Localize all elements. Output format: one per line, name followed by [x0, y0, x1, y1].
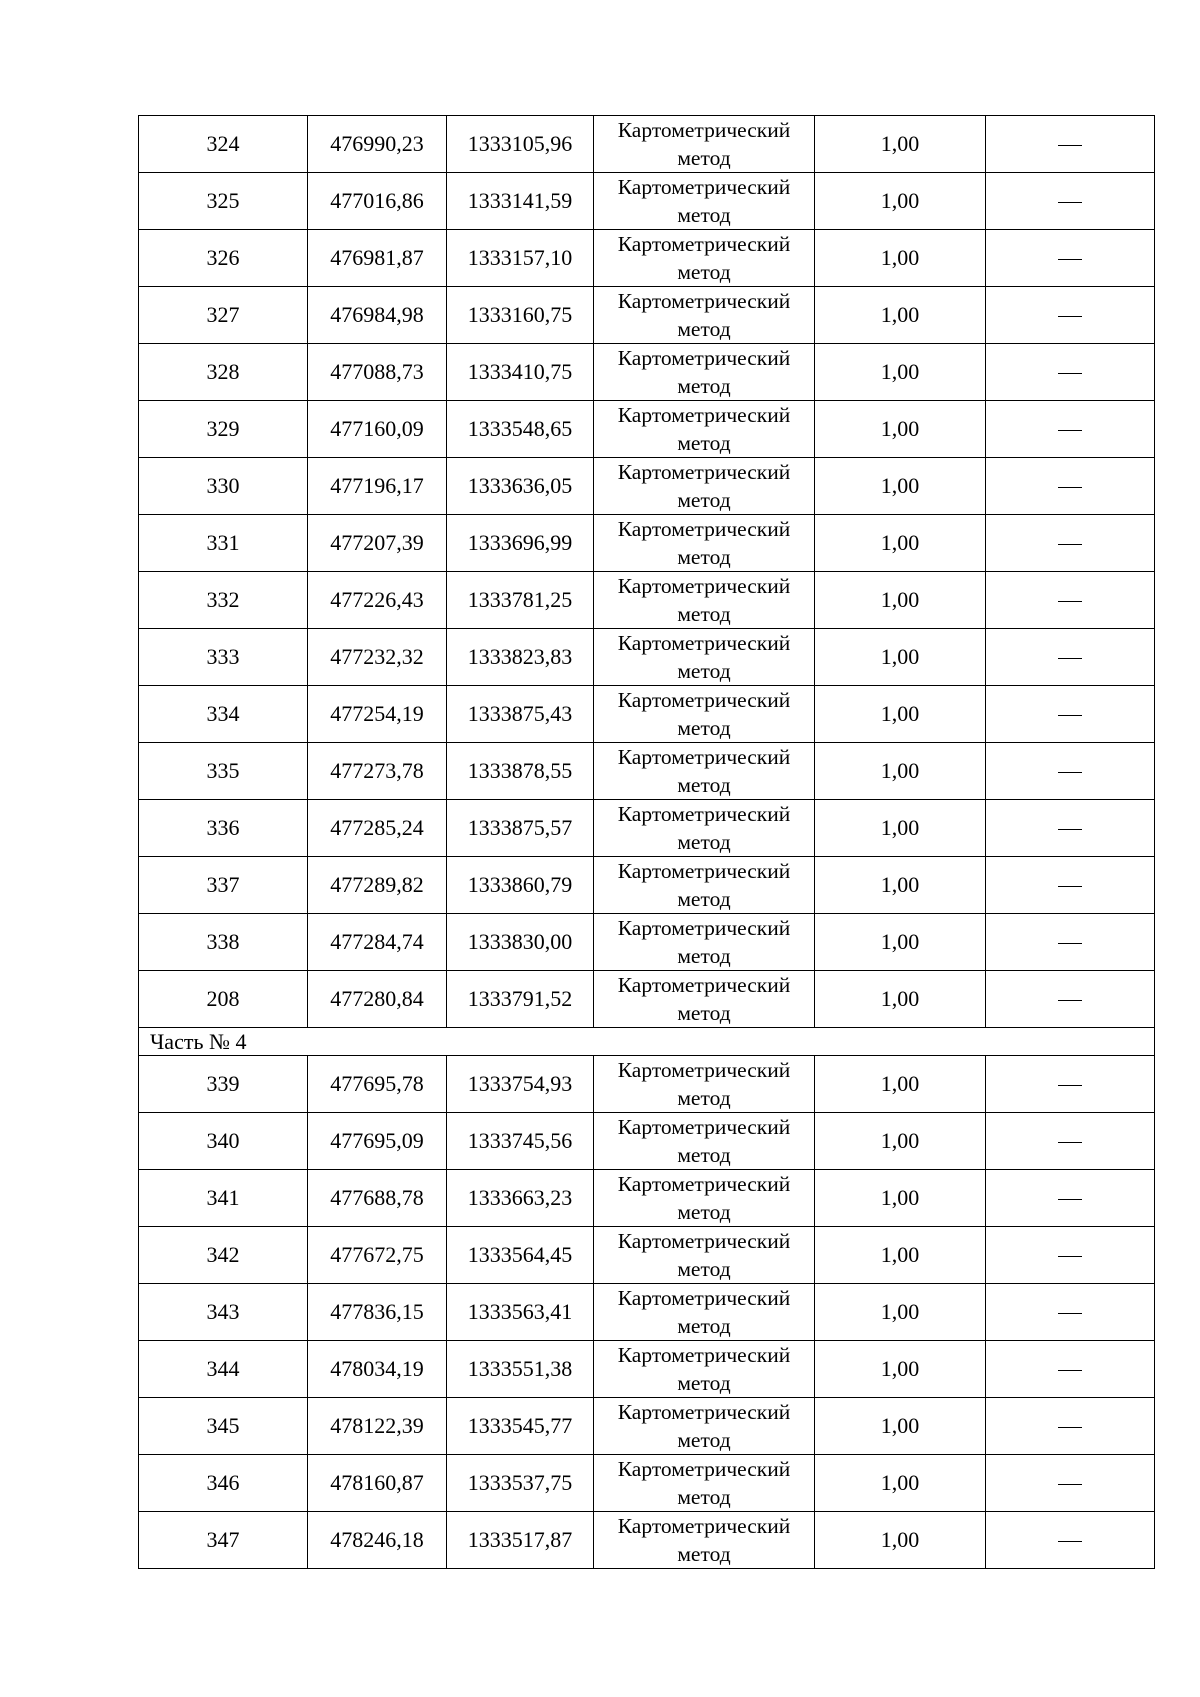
accuracy-cell: 1,00 [815, 1284, 986, 1341]
method-text-line-2: метод [677, 488, 731, 512]
method-text-line-1: Картометрический [617, 1115, 791, 1139]
y-coordinate-cell: 1333745,56 [447, 1113, 594, 1170]
dash-cell [986, 458, 1155, 515]
method-text-line-1: Картометрический [617, 574, 791, 598]
x-coordinate-cell: 478122,39 [308, 1398, 447, 1455]
method-text-line-2: метод [677, 602, 731, 626]
x-coordinate-cell: 477088,73 [308, 344, 447, 401]
table-row [139, 743, 1155, 800]
method-cell [594, 1227, 815, 1284]
point-number-cell: 336 [139, 800, 308, 857]
point-number-cell: 329 [139, 401, 308, 458]
method-text-line-2: метод [677, 716, 731, 740]
method-cell [594, 401, 815, 458]
point-number-cell: 332 [139, 572, 308, 629]
section-header-row [139, 1028, 1155, 1056]
dash-mark [1058, 943, 1082, 944]
method-text-line-1: Картометрический [617, 859, 791, 883]
accuracy-cell: 1,00 [815, 401, 986, 458]
dash-mark [1058, 1427, 1082, 1428]
y-coordinate-cell: 1333157,10 [447, 230, 594, 287]
y-coordinate-cell: 1333636,05 [447, 458, 594, 515]
point-number-cell: 339 [139, 1056, 308, 1113]
x-coordinate-cell: 478034,19 [308, 1341, 447, 1398]
x-coordinate-cell: 476984,98 [308, 287, 447, 344]
method-text-line-2: метод [677, 1143, 731, 1167]
method-cell [594, 287, 815, 344]
x-coordinate-cell: 477196,17 [308, 458, 447, 515]
method-text-line-1: Картометрический [617, 175, 791, 199]
table-row [139, 971, 1155, 1028]
point-number-cell: 331 [139, 515, 308, 572]
x-coordinate-cell: 477273,78 [308, 743, 447, 800]
accuracy-cell: 1,00 [815, 572, 986, 629]
method-cell [594, 1056, 815, 1113]
method-cell [594, 1113, 815, 1170]
method-text-line-2: метод [677, 431, 731, 455]
table-row [139, 1341, 1155, 1398]
y-coordinate-cell: 1333860,79 [447, 857, 594, 914]
accuracy-cell: 1,00 [815, 800, 986, 857]
accuracy-cell: 1,00 [815, 686, 986, 743]
method-text-line-1: Картометрический [617, 688, 791, 712]
table-row [139, 401, 1155, 458]
x-coordinate-cell: 477289,82 [308, 857, 447, 914]
method-text-line-2: метод [677, 944, 731, 968]
table-row [139, 515, 1155, 572]
accuracy-cell: 1,00 [815, 287, 986, 344]
dash-mark [1058, 772, 1082, 773]
method-text-line-1: Картометрический [617, 1172, 791, 1196]
table-row [139, 344, 1155, 401]
method-cell [594, 914, 815, 971]
point-number-cell: 335 [139, 743, 308, 800]
dash-cell [986, 1056, 1155, 1113]
dash-cell [986, 1455, 1155, 1512]
point-number-cell: 347 [139, 1512, 308, 1569]
method-cell [594, 971, 815, 1028]
table-row [139, 287, 1155, 344]
method-text-line-2: метод [677, 1542, 731, 1566]
accuracy-cell: 1,00 [815, 173, 986, 230]
section-label: Часть № 4 [139, 1028, 1155, 1056]
table-row [139, 1398, 1155, 1455]
dash-mark [1058, 601, 1082, 602]
y-coordinate-cell: 1333663,23 [447, 1170, 594, 1227]
accuracy-cell: 1,00 [815, 344, 986, 401]
y-coordinate-cell: 1333564,45 [447, 1227, 594, 1284]
table-row [139, 173, 1155, 230]
method-cell [594, 800, 815, 857]
dash-mark [1058, 1000, 1082, 1001]
dash-cell [986, 344, 1155, 401]
method-cell [594, 173, 815, 230]
method-text-line-1: Картометрический [617, 631, 791, 655]
dash-mark [1058, 1199, 1082, 1200]
method-text-line-2: метод [677, 659, 731, 683]
dash-mark [1058, 1370, 1082, 1371]
dash-mark [1058, 373, 1082, 374]
method-text-line-1: Картометрический [617, 1229, 791, 1253]
x-coordinate-cell: 477280,84 [308, 971, 447, 1028]
table-row [139, 857, 1155, 914]
accuracy-cell: 1,00 [815, 1398, 986, 1455]
y-coordinate-cell: 1333875,57 [447, 800, 594, 857]
dash-mark [1058, 145, 1082, 146]
method-text-line-2: метод [677, 1086, 731, 1110]
method-text-line-2: метод [677, 203, 731, 227]
dash-mark [1058, 544, 1082, 545]
dash-cell [986, 515, 1155, 572]
table-row [139, 458, 1155, 515]
table-row [139, 572, 1155, 629]
method-text-line-1: Картометрический [617, 517, 791, 541]
method-text-line-1: Картометрический [617, 118, 791, 142]
method-cell [594, 1341, 815, 1398]
point-number-cell: 344 [139, 1341, 308, 1398]
dash-mark [1058, 1541, 1082, 1542]
y-coordinate-cell: 1333878,55 [447, 743, 594, 800]
point-number-cell: 324 [139, 116, 308, 173]
point-number-cell: 346 [139, 1455, 308, 1512]
table-row [139, 1512, 1155, 1569]
point-number-cell: 325 [139, 173, 308, 230]
method-text-line-2: метод [677, 545, 731, 569]
method-cell [594, 1512, 815, 1569]
table-row [139, 1170, 1155, 1227]
dash-mark [1058, 658, 1082, 659]
point-number-cell: 334 [139, 686, 308, 743]
accuracy-cell: 1,00 [815, 515, 986, 572]
dash-cell [986, 971, 1155, 1028]
dash-cell [986, 743, 1155, 800]
accuracy-cell: 1,00 [815, 1227, 986, 1284]
method-text-line-2: метод [677, 260, 731, 284]
method-cell [594, 629, 815, 686]
method-text-line-2: метод [677, 1371, 731, 1395]
point-number-cell: 338 [139, 914, 308, 971]
method-cell [594, 1398, 815, 1455]
method-text-line-2: метод [677, 1314, 731, 1338]
method-text-line-2: метод [677, 1257, 731, 1281]
dash-cell [986, 1512, 1155, 1569]
method-text-line-1: Картометрический [617, 1400, 791, 1424]
dash-cell [986, 173, 1155, 230]
method-text-line-1: Картометрический [617, 1058, 791, 1082]
x-coordinate-cell: 477207,39 [308, 515, 447, 572]
x-coordinate-cell: 478160,87 [308, 1455, 447, 1512]
dash-mark [1058, 715, 1082, 716]
method-cell [594, 458, 815, 515]
y-coordinate-cell: 1333551,38 [447, 1341, 594, 1398]
dash-mark [1058, 487, 1082, 488]
dash-mark [1058, 430, 1082, 431]
point-number-cell: 343 [139, 1284, 308, 1341]
y-coordinate-cell: 1333823,83 [447, 629, 594, 686]
dash-cell [986, 1227, 1155, 1284]
dash-mark [1058, 202, 1082, 203]
method-text-line-1: Картометрический [617, 346, 791, 370]
point-number-cell: 326 [139, 230, 308, 287]
method-text-line-2: метод [677, 374, 731, 398]
dash-cell [986, 914, 1155, 971]
point-number-cell: 327 [139, 287, 308, 344]
dash-cell [986, 230, 1155, 287]
x-coordinate-cell: 476981,87 [308, 230, 447, 287]
x-coordinate-cell: 477285,24 [308, 800, 447, 857]
y-coordinate-cell: 1333537,75 [447, 1455, 594, 1512]
x-coordinate-cell: 477695,09 [308, 1113, 447, 1170]
method-cell [594, 1455, 815, 1512]
dash-cell [986, 857, 1155, 914]
table-row [139, 800, 1155, 857]
table-row [139, 1227, 1155, 1284]
y-coordinate-cell: 1333410,75 [447, 344, 594, 401]
x-coordinate-cell: 477672,75 [308, 1227, 447, 1284]
dash-cell [986, 800, 1155, 857]
y-coordinate-cell: 1333105,96 [447, 116, 594, 173]
dash-cell [986, 1398, 1155, 1455]
method-cell [594, 116, 815, 173]
method-cell [594, 572, 815, 629]
y-coordinate-cell: 1333563,41 [447, 1284, 594, 1341]
method-cell [594, 686, 815, 743]
method-text-line-2: метод [677, 1428, 731, 1452]
dash-mark [1058, 316, 1082, 317]
point-number-cell: 341 [139, 1170, 308, 1227]
method-cell [594, 515, 815, 572]
table-row [139, 1284, 1155, 1341]
x-coordinate-cell: 477160,09 [308, 401, 447, 458]
x-coordinate-cell: 477232,32 [308, 629, 447, 686]
method-text-line-1: Картометрический [617, 745, 791, 769]
y-coordinate-cell: 1333545,77 [447, 1398, 594, 1455]
method-cell [594, 743, 815, 800]
table-row [139, 1455, 1155, 1512]
x-coordinate-cell: 476990,23 [308, 116, 447, 173]
accuracy-cell: 1,00 [815, 458, 986, 515]
dash-cell [986, 287, 1155, 344]
method-text-line-1: Картометрический [617, 1286, 791, 1310]
point-number-cell: 208 [139, 971, 308, 1028]
coordinates-table [138, 115, 1155, 1569]
method-text-line-2: метод [677, 887, 731, 911]
method-cell [594, 857, 815, 914]
method-text-line-2: метод [677, 1200, 731, 1224]
method-text-line-1: Картометрический [617, 973, 791, 997]
x-coordinate-cell: 477016,86 [308, 173, 447, 230]
dash-cell [986, 1341, 1155, 1398]
method-text-line-1: Картометрический [617, 232, 791, 256]
dash-mark [1058, 1142, 1082, 1143]
method-cell [594, 230, 815, 287]
method-text-line-2: метод [677, 773, 731, 797]
y-coordinate-cell: 1333875,43 [447, 686, 594, 743]
method-text-line-1: Картометрический [617, 916, 791, 940]
accuracy-cell: 1,00 [815, 743, 986, 800]
dash-cell [986, 1113, 1155, 1170]
dash-cell [986, 401, 1155, 458]
dash-mark [1058, 1484, 1082, 1485]
x-coordinate-cell: 477695,78 [308, 1056, 447, 1113]
method-text-line-2: метод [677, 146, 731, 170]
dash-mark [1058, 829, 1082, 830]
accuracy-cell: 1,00 [815, 971, 986, 1028]
table-row [139, 1056, 1155, 1113]
method-cell [594, 1170, 815, 1227]
dash-cell [986, 686, 1155, 743]
accuracy-cell: 1,00 [815, 914, 986, 971]
accuracy-cell: 1,00 [815, 1512, 986, 1569]
dash-cell [986, 1284, 1155, 1341]
x-coordinate-cell: 477688,78 [308, 1170, 447, 1227]
y-coordinate-cell: 1333517,87 [447, 1512, 594, 1569]
dash-cell [986, 1170, 1155, 1227]
method-text-line-1: Картометрический [617, 460, 791, 484]
table-row [139, 914, 1155, 971]
accuracy-cell: 1,00 [815, 857, 986, 914]
x-coordinate-cell: 478246,18 [308, 1512, 447, 1569]
method-text-line-1: Картометрический [617, 802, 791, 826]
accuracy-cell: 1,00 [815, 1113, 986, 1170]
dash-mark [1058, 1085, 1082, 1086]
point-number-cell: 333 [139, 629, 308, 686]
method-text-line-2: метод [677, 1001, 731, 1025]
accuracy-cell: 1,00 [815, 230, 986, 287]
dash-mark [1058, 886, 1082, 887]
table-row [139, 1113, 1155, 1170]
table-row [139, 629, 1155, 686]
table-row [139, 230, 1155, 287]
accuracy-cell: 1,00 [815, 1455, 986, 1512]
point-number-cell: 340 [139, 1113, 308, 1170]
dash-mark [1058, 259, 1082, 260]
accuracy-cell: 1,00 [815, 629, 986, 686]
dash-mark [1058, 1256, 1082, 1257]
accuracy-cell: 1,00 [815, 116, 986, 173]
x-coordinate-cell: 477836,15 [308, 1284, 447, 1341]
dash-cell [986, 629, 1155, 686]
method-text-line-2: метод [677, 317, 731, 341]
point-number-cell: 345 [139, 1398, 308, 1455]
accuracy-cell: 1,00 [815, 1170, 986, 1227]
y-coordinate-cell: 1333781,25 [447, 572, 594, 629]
method-text-line-1: Картометрический [617, 1343, 791, 1367]
table-row [139, 116, 1155, 173]
point-number-cell: 328 [139, 344, 308, 401]
y-coordinate-cell: 1333548,65 [447, 401, 594, 458]
accuracy-cell: 1,00 [815, 1341, 986, 1398]
x-coordinate-cell: 477284,74 [308, 914, 447, 971]
method-text-line-1: Картометрический [617, 1457, 791, 1481]
point-number-cell: 330 [139, 458, 308, 515]
table-row [139, 686, 1155, 743]
y-coordinate-cell: 1333754,93 [447, 1056, 594, 1113]
y-coordinate-cell: 1333141,59 [447, 173, 594, 230]
method-cell [594, 344, 815, 401]
point-number-cell: 337 [139, 857, 308, 914]
point-number-cell: 342 [139, 1227, 308, 1284]
coordinates-table-body [139, 116, 1155, 1569]
y-coordinate-cell: 1333696,99 [447, 515, 594, 572]
method-cell [594, 1284, 815, 1341]
method-text-line-2: метод [677, 1485, 731, 1509]
y-coordinate-cell: 1333791,52 [447, 971, 594, 1028]
method-text-line-1: Картометрический [617, 1514, 791, 1538]
y-coordinate-cell: 1333830,00 [447, 914, 594, 971]
method-text-line-1: Картометрический [617, 289, 791, 313]
accuracy-cell: 1,00 [815, 1056, 986, 1113]
method-text-line-1: Картометрический [617, 403, 791, 427]
dash-mark [1058, 1313, 1082, 1314]
y-coordinate-cell: 1333160,75 [447, 287, 594, 344]
x-coordinate-cell: 477254,19 [308, 686, 447, 743]
dash-cell [986, 116, 1155, 173]
method-text-line-2: метод [677, 830, 731, 854]
dash-cell [986, 572, 1155, 629]
x-coordinate-cell: 477226,43 [308, 572, 447, 629]
